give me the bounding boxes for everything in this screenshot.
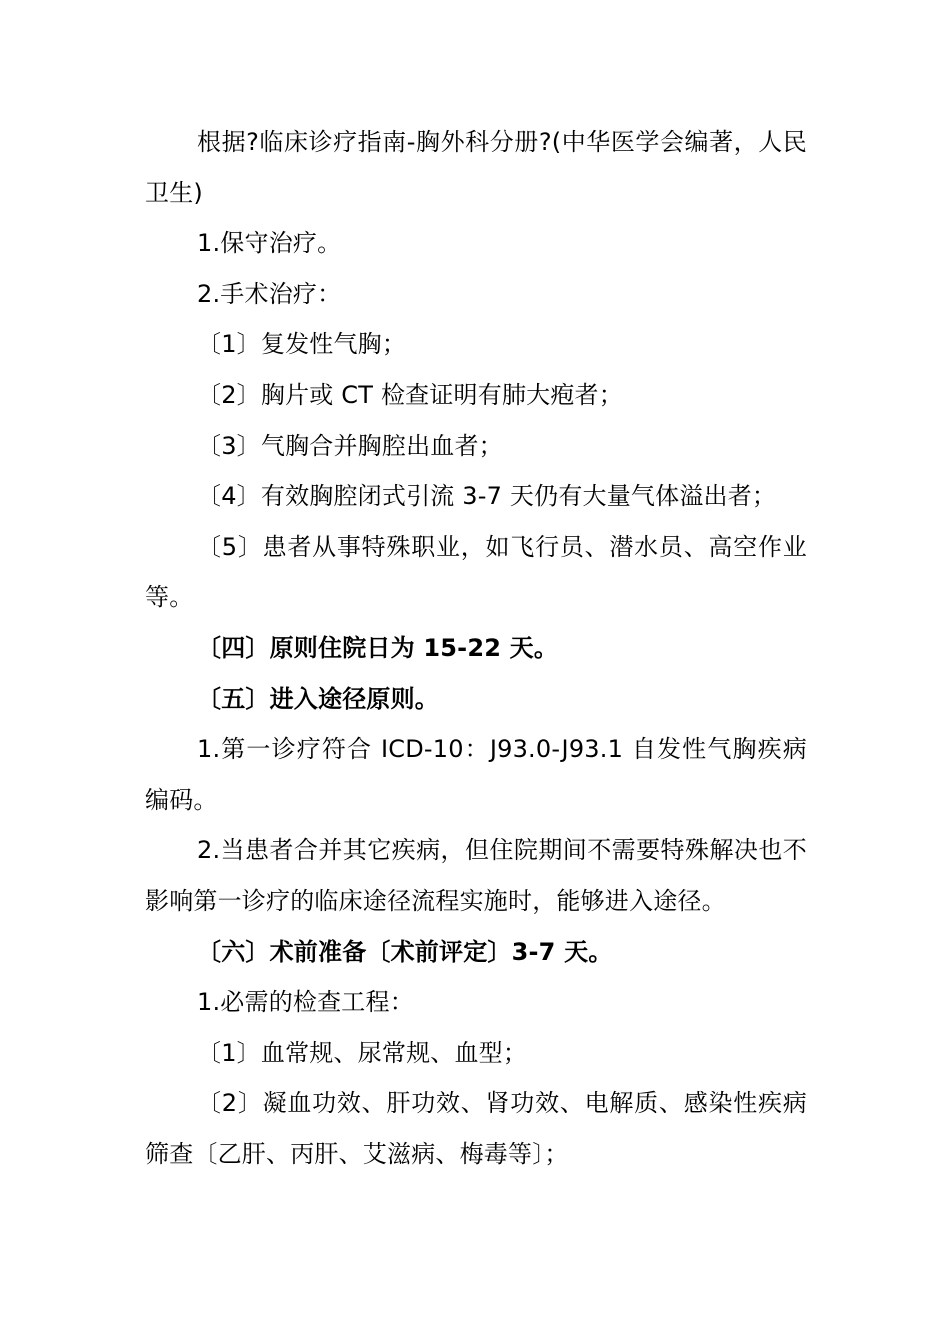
paragraph-exam-2: 〔2〕凝血功效、肝功效、肾功效、电解质、感染性疾病筛查〔乙肝、丙肝、艾滋病、梅毒等〕； <box>145 1089 807 1168</box>
paragraph-indication-3: 〔3〕气胸合并胸腔出血者； <box>197 431 503 460</box>
paragraph-indication-4: 〔4〕有效胸腔闭式引流 3-7 天仍有大量气体溢出者； <box>197 482 777 511</box>
paragraph-reference: 根据?临床诊疗指南-胸外科分册?(中华医学会编著，人民卫生) <box>145 128 807 207</box>
paragraph-required-exams: 1.必需的检查工程： <box>197 988 414 1017</box>
section-heading-5: 〔五〕进入途径原则。 <box>197 684 439 713</box>
paragraph-entry-criteria-1: 1.第一诊疗符合 ICD-10：J93.0-J93.1 自发性气胸疾病编码。 <box>145 735 807 814</box>
section-heading-4: 〔四〕原则住院日为 15-22 天。 <box>197 633 559 662</box>
paragraph-indication-5: 〔5〕患者从事特殊职业，如飞行员、潜水员、高空作业等。 <box>145 532 807 612</box>
paragraph-exam-1: 〔1〕血常规、尿常规、血型； <box>197 1038 528 1067</box>
paragraph-surgical-treatment: 2.手术治疗： <box>197 279 342 308</box>
section-heading-6: 〔六〕术前准备〔术前评定〕3-7 天。 <box>197 937 613 966</box>
paragraph-conservative-treatment: 1.保守治疗。 <box>197 229 342 258</box>
document-body <box>145 117 807 1179</box>
paragraph-indication-2: 〔2〕胸片或 CT 检查证明有肺大疱者； <box>197 380 623 409</box>
paragraph-entry-criteria-2: 2.当患者合并其它疾病，但住院期间不需要特殊解决也不影响第一诊疗的临床途径流程实施时，能够进入途径。 <box>145 836 807 915</box>
paragraph-indication-1: 〔1〕复发性气胸； <box>197 330 407 359</box>
